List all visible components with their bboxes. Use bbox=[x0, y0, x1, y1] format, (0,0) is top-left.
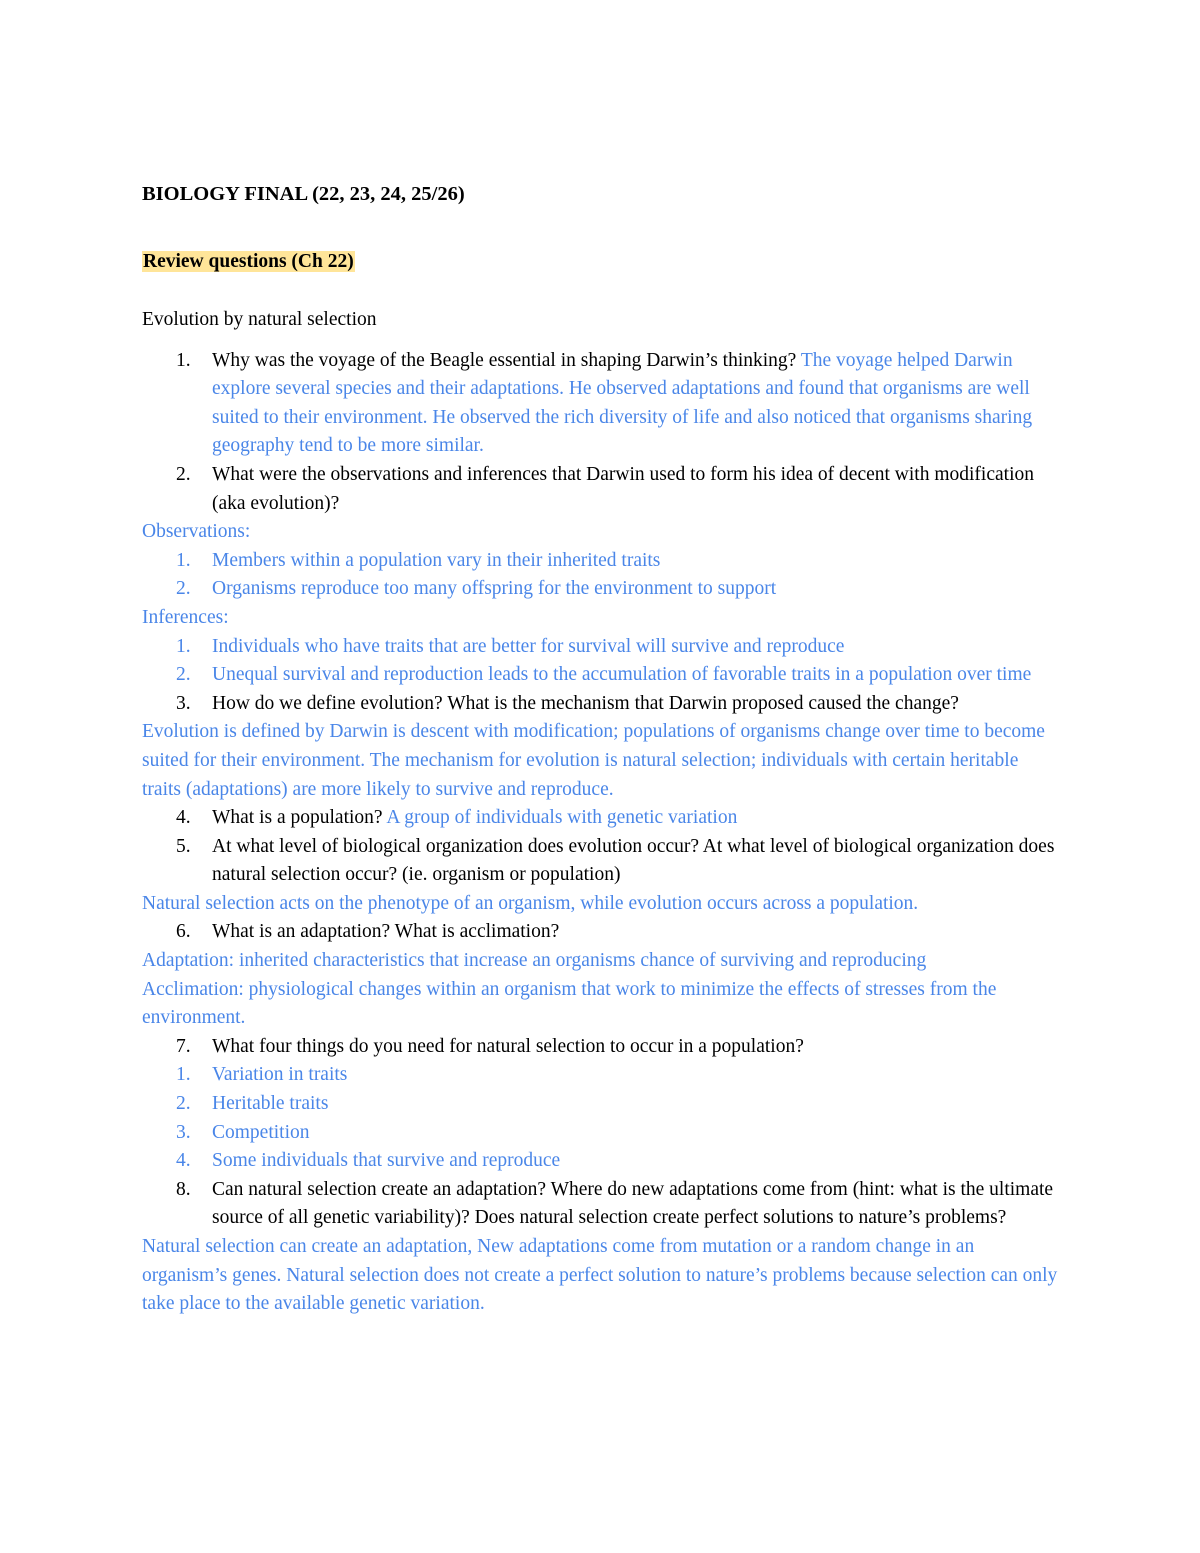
question-text: How do we define evolution? What is the mechanism that Darwin proposed caused the change? bbox=[212, 692, 959, 714]
list-item bbox=[142, 1061, 1060, 1090]
answer-text: A group of individuals with genetic variation bbox=[386, 807, 738, 829]
question-text: What four things do you need for natural selection to occur in a population? bbox=[212, 1035, 804, 1057]
list-item bbox=[142, 1147, 1060, 1176]
answer-text: Natural selection can create an adaptation, New adaptations come from mutation or a random change in an organism’s genes. Natural selection does not create a perfect solution to nature’s problems because selection can only take place to the available genetic variation. bbox=[142, 1236, 1058, 1315]
list-text: Some individuals that survive and reproduce bbox=[212, 1150, 561, 1172]
question-1 bbox=[142, 347, 1060, 461]
list-text: Members within a population vary in their inherited traits bbox=[212, 549, 661, 571]
acclimation-answer: Acclimation: physiological changes within an organism that work to minimize the effects of stresses from the environment. bbox=[142, 978, 997, 1029]
list-item bbox=[142, 1090, 1060, 1119]
list-number: 2. bbox=[176, 1093, 191, 1115]
observations-label: Observations: bbox=[142, 521, 251, 543]
question-6 bbox=[142, 918, 1060, 947]
question-number: 7. bbox=[176, 1035, 191, 1057]
section-heading: Review questions (Ch 22) bbox=[143, 251, 354, 272]
question-number: 6. bbox=[176, 921, 191, 943]
question-text: What were the observations and inferences that Darwin used to form his idea of decent with modification (aka evolution)? bbox=[212, 463, 1034, 514]
question-3 bbox=[142, 690, 1060, 719]
list-number: 1. bbox=[176, 1064, 191, 1086]
list-item bbox=[142, 661, 1060, 690]
list-item bbox=[142, 1119, 1060, 1148]
list-number: 2. bbox=[176, 578, 191, 600]
list-number: 1. bbox=[176, 635, 191, 657]
question-number: 3. bbox=[176, 692, 191, 714]
question-text: Why was the voyage of the Beagle essential in shaping Darwin’s thinking? bbox=[212, 349, 797, 371]
question-text: At what level of biological organization does evolution occur? At what level of biological organization does natural selection occur? (ie. organism or population) bbox=[212, 835, 1055, 886]
list-item bbox=[142, 575, 1060, 604]
subheading: Evolution by natural selection bbox=[142, 309, 377, 330]
question-4 bbox=[142, 804, 1060, 833]
question-text: What is an adaptation? What is acclimation? bbox=[212, 921, 560, 943]
list-number: 4. bbox=[176, 1150, 191, 1172]
answer-text: Natural selection acts on the phenotype of an organism, while evolution occurs across a population. bbox=[142, 892, 919, 914]
question-number: 4. bbox=[176, 807, 191, 829]
question-5 bbox=[142, 833, 1060, 890]
inferences-label: Inferences: bbox=[142, 606, 229, 628]
question-2 bbox=[142, 461, 1060, 518]
list-text: Heritable traits bbox=[212, 1093, 329, 1115]
answer-text: Evolution is defined by Darwin is descent with modification; populations of organisms change over time to become suited for their environment. The mechanism for evolution is natural selection; individuals with certain heritable traits (adaptations) are more likely to survive and reproduce. bbox=[142, 721, 1045, 800]
question-8 bbox=[142, 1176, 1060, 1233]
answer-text: The voyage helped Darwin explore several species and their adaptations. He observed adaptations and found that organisms are well suited to their environment. He observed the rich diversity of life and also noticed that organisms sharing geography tend to be more similar. bbox=[212, 349, 1033, 457]
list-number: 1. bbox=[176, 549, 191, 571]
question-text: What is a population? bbox=[212, 807, 383, 829]
document-title: BIOLOGY FINAL (22, 23, 24, 25/26) bbox=[142, 183, 465, 205]
list-text: Organisms reproduce too many offspring for the environment to support bbox=[212, 578, 777, 600]
question-7 bbox=[142, 1033, 1060, 1062]
list-number: 2. bbox=[176, 664, 191, 686]
question-number: 1. bbox=[176, 349, 191, 371]
list-item bbox=[142, 547, 1060, 576]
question-number: 2. bbox=[176, 463, 191, 485]
adaptation-answer: Adaptation: inherited characteristics that increase an organisms chance of surviving and reproducing bbox=[142, 950, 927, 972]
list-item bbox=[142, 633, 1060, 662]
list-text: Competition bbox=[212, 1121, 310, 1143]
section-heading-wrap bbox=[142, 248, 1060, 276]
list-text: Variation in traits bbox=[212, 1064, 348, 1086]
list-number: 3. bbox=[176, 1121, 191, 1143]
list-text: Individuals who have traits that are better for survival will survive and reproduce bbox=[212, 635, 845, 657]
question-number: 5. bbox=[176, 835, 191, 857]
list-text: Unequal survival and reproduction leads to the accumulation of favorable traits in a population over time bbox=[212, 664, 1032, 686]
question-number: 8. bbox=[176, 1178, 191, 1200]
question-text: Can natural selection create an adaptation? Where do new adaptations come from (hint: what is the ultimate source of all genetic variability)? Does natural selection create perfect solutions to nature’s problems? bbox=[212, 1178, 1054, 1229]
